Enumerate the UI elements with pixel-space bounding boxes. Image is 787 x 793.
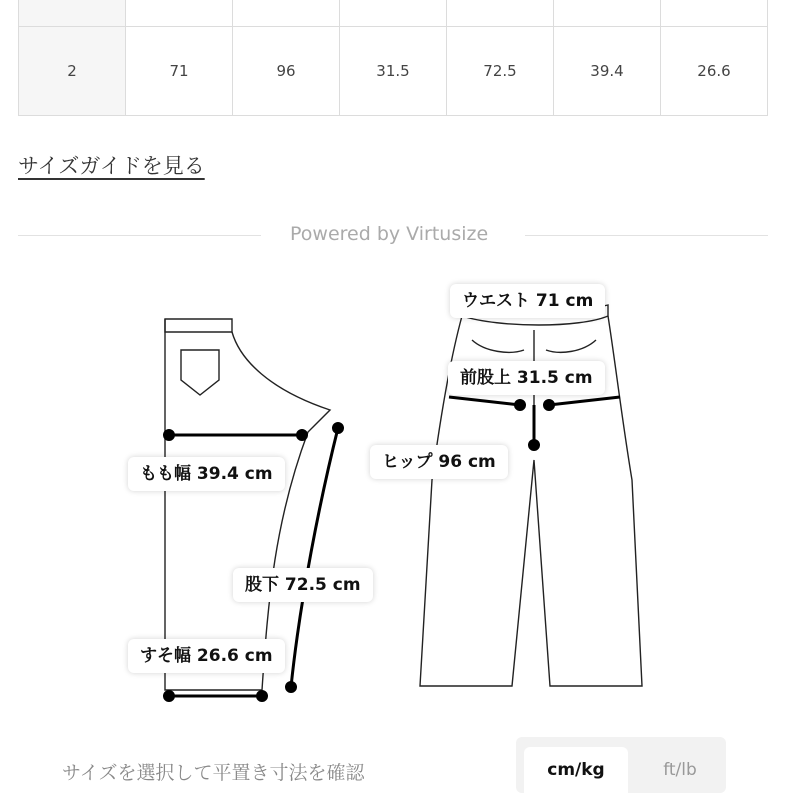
table-cell: 39.4 [554, 27, 661, 116]
thigh-label: もも幅 39.4 cm [128, 457, 285, 491]
inseam-line [291, 428, 338, 687]
select-size-prompt: サイズを選択して平置き寸法を確認 [62, 762, 365, 784]
unit-option-ft-lb[interactable]: ft/lb [663, 760, 697, 780]
rise-line [549, 397, 620, 405]
table-cell: 96 [233, 27, 340, 116]
size-guide-link[interactable]: サイズガイドを見る [18, 154, 205, 178]
table-cell: 72.5 [447, 27, 554, 116]
table-cell: 26.6 [661, 27, 768, 116]
rise-line [449, 397, 520, 405]
size-cell: 2 [19, 27, 126, 116]
hem-label: すそ幅 26.6 cm [128, 639, 285, 673]
unit-option-cm-kg[interactable]: cm/kg [524, 747, 628, 793]
rise-label: 前股上 31.5 cm [448, 361, 605, 395]
rise-endpoint [545, 401, 554, 410]
rise-endpoint [516, 401, 525, 410]
table-cell: 31.5 [340, 27, 447, 116]
side-view-pants [165, 319, 330, 690]
unit-toggle [516, 737, 726, 793]
powered-by-text: Powered by Virtusize [290, 223, 489, 245]
table-cell: 71 [126, 27, 233, 116]
hip-endpoint [530, 441, 539, 450]
inseam-label: 股下 72.5 cm [233, 568, 373, 602]
waist-label: ウエスト 71 cm [450, 284, 605, 318]
hip-label: ヒップ 96 cm [370, 445, 508, 479]
